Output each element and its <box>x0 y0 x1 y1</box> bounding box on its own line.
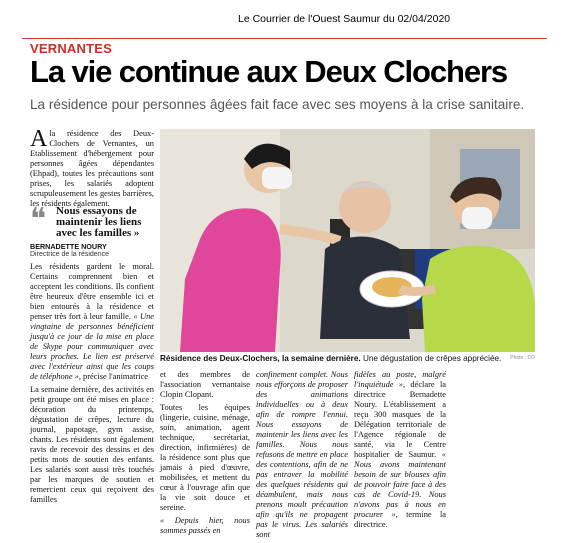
col2-p1: et des membres de l'association vernantaise Clopin Clopant. <box>160 370 250 399</box>
subtitle: La résidence pour personnes âgées fait face avec ses moyens à la crise sanitaire. <box>30 97 525 112</box>
photo-caption <box>160 354 535 363</box>
quote-author: BERNADETTE NOURY <box>30 242 107 251</box>
intro-text: la résidence des Deux-Clochers de Vernantes, un Etablissement d'hébergement pour personnes âgées dépendantes (Ehpad), toutes les précautions sont prises, les salariés adoptent scrupuleusement les gestes barrières, les résidents également. <box>30 129 154 208</box>
col1-text-end: , précise l'animatrice <box>78 372 149 381</box>
photo-credit: Photo : CO <box>510 355 535 361</box>
quote-role: Directrice de la résidence <box>30 251 109 258</box>
quote-mark-icon: ❝ <box>30 203 47 236</box>
headline: La vie continue aux Deux Clochers <box>30 54 508 89</box>
source-line: Le Courrier de l'Ouest Saumur du 02/04/2020 <box>238 13 451 25</box>
col2-p3: « Depuis hier, nous sommes passés en <box>160 516 250 535</box>
body-column-2 <box>160 370 250 539</box>
col4-text-1: , déclare la directrice Bernadette Noury. L'établissement a reçu 300 masques de la Délégation territoriale de l'Agence régionale de santé, via le Centre hospitalier de Saumur. <box>354 380 446 459</box>
body-column-1 <box>30 262 154 508</box>
divider-bar <box>22 38 547 39</box>
article-photo <box>160 129 535 352</box>
body-column-4 <box>354 370 446 533</box>
caption-bold: Résidence des Deux-Clochers, la semaine dernière. <box>160 354 361 363</box>
body-column-3 <box>256 370 348 543</box>
col4-italic-1: fidèles au poste, malgré l'inquiétude » <box>354 370 446 389</box>
col4-text-2: , termine la directrice. <box>354 510 446 529</box>
section-kicker: VERNANTES <box>30 41 112 56</box>
col3-text: confinement complet. <box>256 370 329 379</box>
col1-italic: « Une vingtaine de personnes bénéficient jusqu'à ce jour de la mise en place de Skype pour communiquer avec leurs proches. Le lien est préservé avec l'extérieur ainsi que les coups de téléphone » <box>30 312 155 381</box>
col4-italic-2: « Nous avons maintenant besoin de sur blouses afin de pouvoir faire face à des cas de Covid-19. Nous n'avons pas à nous en procurer » <box>354 450 446 519</box>
quote-text: Nous essayons de maintenir les liens avec les familles » <box>56 205 142 239</box>
pull-quote <box>30 203 154 258</box>
caption-text: Une dégustation de crêpes appréciée. <box>360 354 502 363</box>
drop-cap: A <box>30 126 48 152</box>
col1-paragraph-2: La semaine dernière, des activités en petit groupe ont été mises en place : décoration du printemps, dégustation de crêpes, lecture du journal, papotage, gym assise, chants. Les résidents sont également ravis de recevoir des dessins et des petits mots de soutien des enfants. Les salariés sont aussi très touchés par les marques de soutien et remercient ceux qui reçoivent des familles <box>30 385 154 504</box>
col3-italic: Nous nous efforçons de proposer des animations individuelles ou à deux afin de rompre l'ennui. Nous essayons de maintenir les liens avec les familles. Nous nous refusons de mettre en place des contentions, afin de ne pas entraver la mobilité des quelques résidents qui déambulent, mais nous prenons moult précaution afin qu'ils ne propagent pas le virus. Les salariés sont <box>256 370 348 539</box>
col2-p2: Toutes les équipes (lingerie, cuisine, ménage, soin, animation, agent technique, secrétariat, direction, infirmières) de la résidence sont plus que jamais à pied d'œuvre, mobilisées, et mettent du cœur à l'ouvrage afin que la vie soit douce et sereine. <box>160 403 250 512</box>
intro-paragraph <box>30 126 154 209</box>
col1-text: Les résidents gardent le moral. Certains comprennent bien et acceptent les conditions. Ils confient être heureux d'être ensemble ici et bien entourés à la résidence et penser très fort à leur famille. <box>30 262 154 321</box>
photo-illustration <box>160 129 535 352</box>
